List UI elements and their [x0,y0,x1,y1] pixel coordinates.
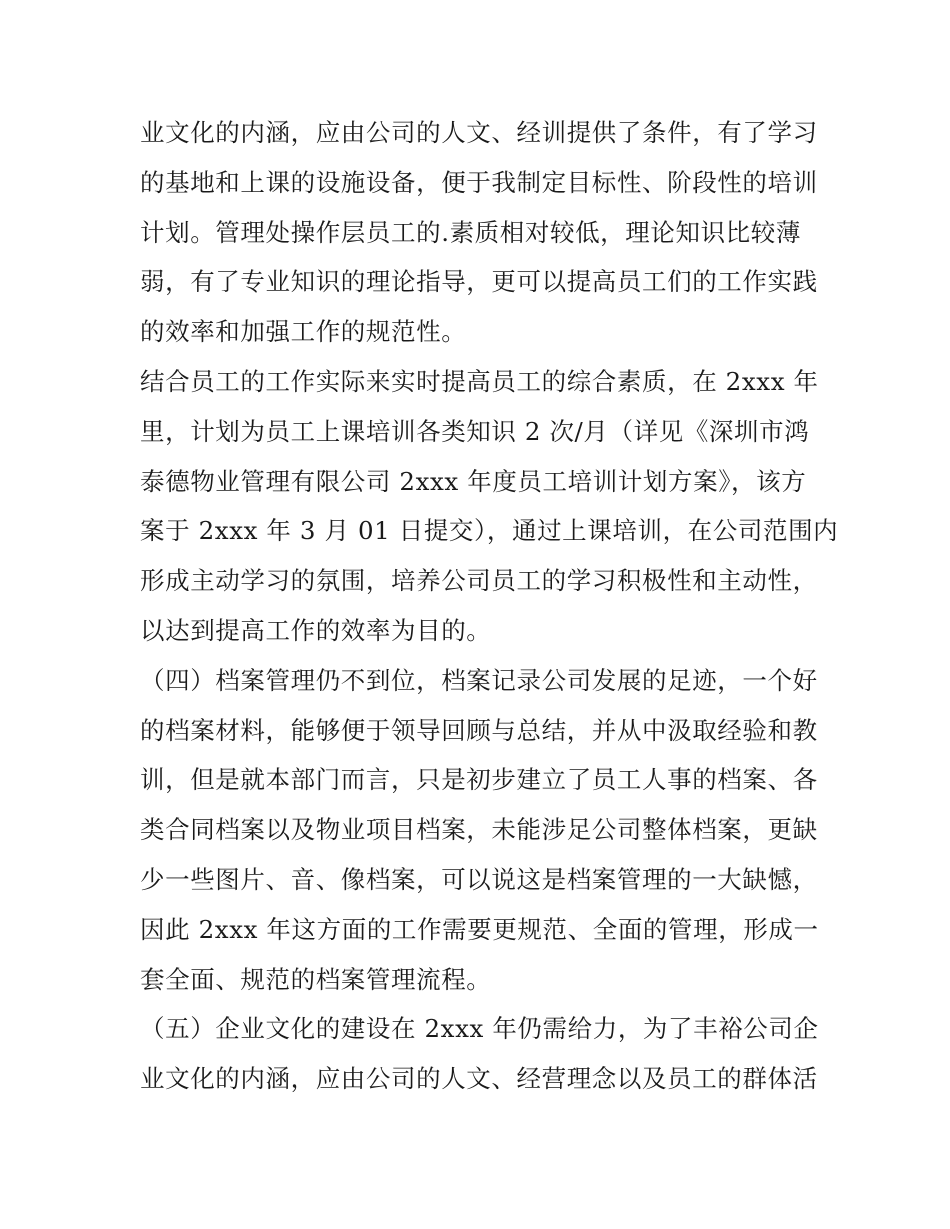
text-line: 因此 2xxx 年这方面的工作需要更规范、全面的管理，形成一 [140,914,819,944]
text-line: 里，计划为员工上课培训各类知识 2 次/月（详见《深圳市鸿 [140,416,810,446]
text-line: 业文化的内涵，应由公司的人文、经训提供了条件，有了学习 [140,118,818,147]
text-line: 以达到提高工作的效率为目的。 [140,615,492,645]
text-line: 案于 2xxx 年 3 月 01 日提交），通过上课培训，在公司范围内 [140,516,839,546]
text-line: 少一些图片、音、像档案，可以说这是档案管理的一大缺憾， [140,864,818,894]
text-line: 形成主动学习的氛围，培养公司员工的学习积极性和主动性， [140,566,818,596]
text-line: 类合同档案以及物业项目档案，未能涉足公司整体档案，更缺 [140,815,818,845]
text-line: 弱，有了专业知识的理论指导，更可以提高员工们的工作实践 [140,267,818,297]
body-text [140,108,839,1104]
text-line: 泰德物业管理有限公司 2xxx 年度员工培训计划方案》，该方 [140,466,807,496]
text-line: （五）企业文化的建设在 2xxx 年仍需给力，为了丰裕公司企 [140,1014,819,1044]
text-line: 结合员工的工作实际来实时提高员工的综合素质，在 2xxx 年 [140,366,819,396]
text-line: （四）档案管理仍不到位，档案记录公司发展的足迹，一个好 [140,665,818,695]
text-line: 的基地和上课的设施设备，便于我制定目标性、阶段性的培训 [140,167,818,197]
text-line: 训，但是就本部门而言，只是初步建立了员工人事的档案、各 [140,765,818,795]
text-line: 的档案材料，能够便于领导回顾与总结，并从中汲取经验和教 [140,715,818,745]
text-line: 的效率和加强工作的规范性。 [140,317,467,347]
text-line: 套全面、规范的档案管理流程。 [140,964,492,994]
text-line: 计划。管理处操作层员工的.素质相对较低，理论知识比较薄 [140,217,801,247]
text-line: 业文化的内涵，应由公司的人文、经营理念以及员工的群体活 [140,1064,818,1094]
